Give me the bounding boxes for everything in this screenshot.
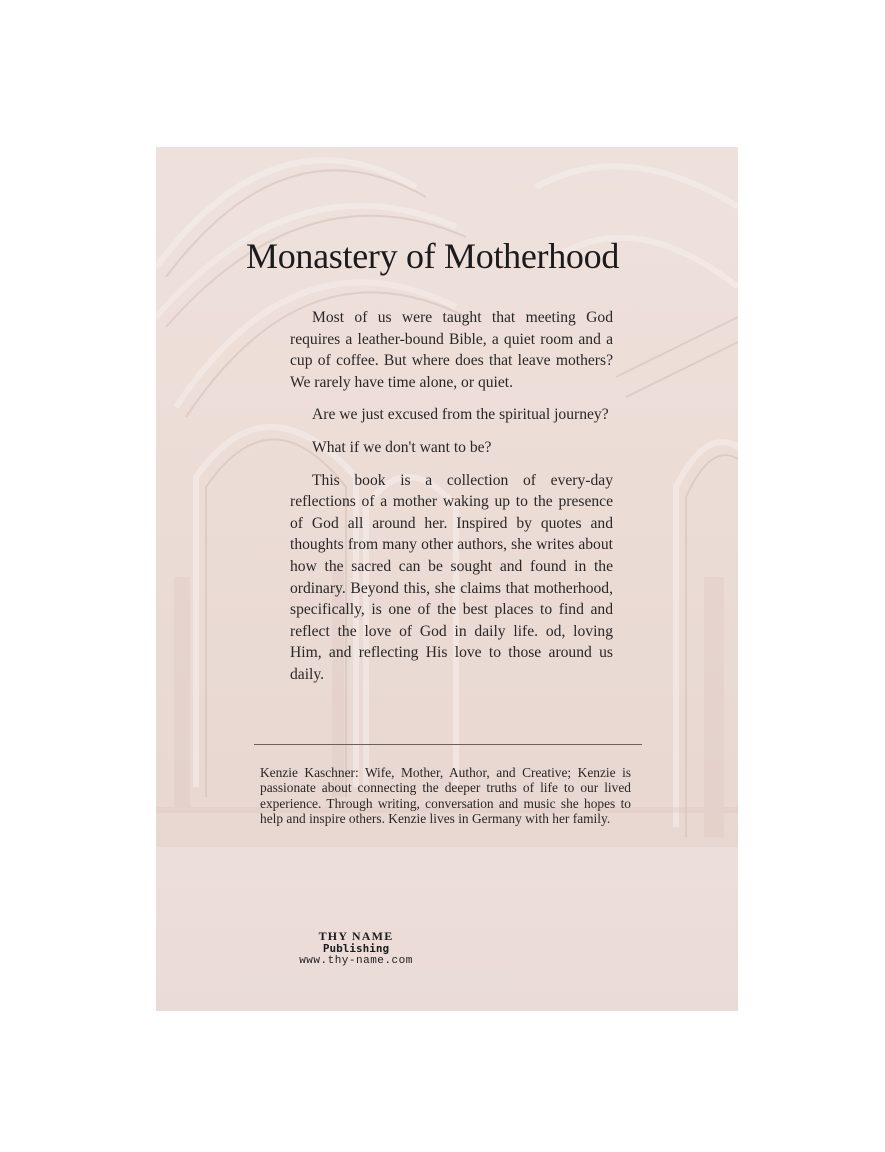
- book-description: [290, 307, 613, 697]
- blurb-paragraph: This book is a collection of every-day reflections of a mother waking up to the presence of God all around her. Inspired by quotes and thoughts from many other authors, she writes about how the sacred can be sought and found in the ordinary. Beyond this, she claims that motherhood, specifically, is one of the best places to find and reflect the love of God in daily life. od, loving Him, and reflecting His love to those around us daily.: [290, 471, 613, 683]
- blurb-paragraph: Are we just excused from the spiritual journey?: [312, 406, 609, 424]
- back-cover: [156, 147, 738, 1011]
- blurb-paragraph: What if we don't want to be?: [312, 438, 492, 456]
- publisher-imprint: [156, 930, 556, 968]
- publisher-subtitle: Publishing: [322, 942, 390, 955]
- author-bio: Kenzie Kaschner: Wife, Mother, Author, and Creative; Kenzie is passionate about connecting the deeper truths of life to our lived experience. Through writing, conversation and music she hopes to help and inspire others. Kenzie lives in Germany with her family.: [260, 765, 631, 827]
- section-divider: [254, 744, 642, 745]
- book-title: Monastery of Motherhood: [246, 236, 620, 276]
- publisher-website: www.thy-name.com: [299, 955, 413, 967]
- publisher-name: THY NAME: [318, 929, 394, 943]
- blurb-paragraph: Most of us were taught that meeting God requires a leather-bound Bible, a quiet room and a cup of coffee. But where does that leave mothers? We rarely have time alone, or quiet.: [290, 309, 613, 391]
